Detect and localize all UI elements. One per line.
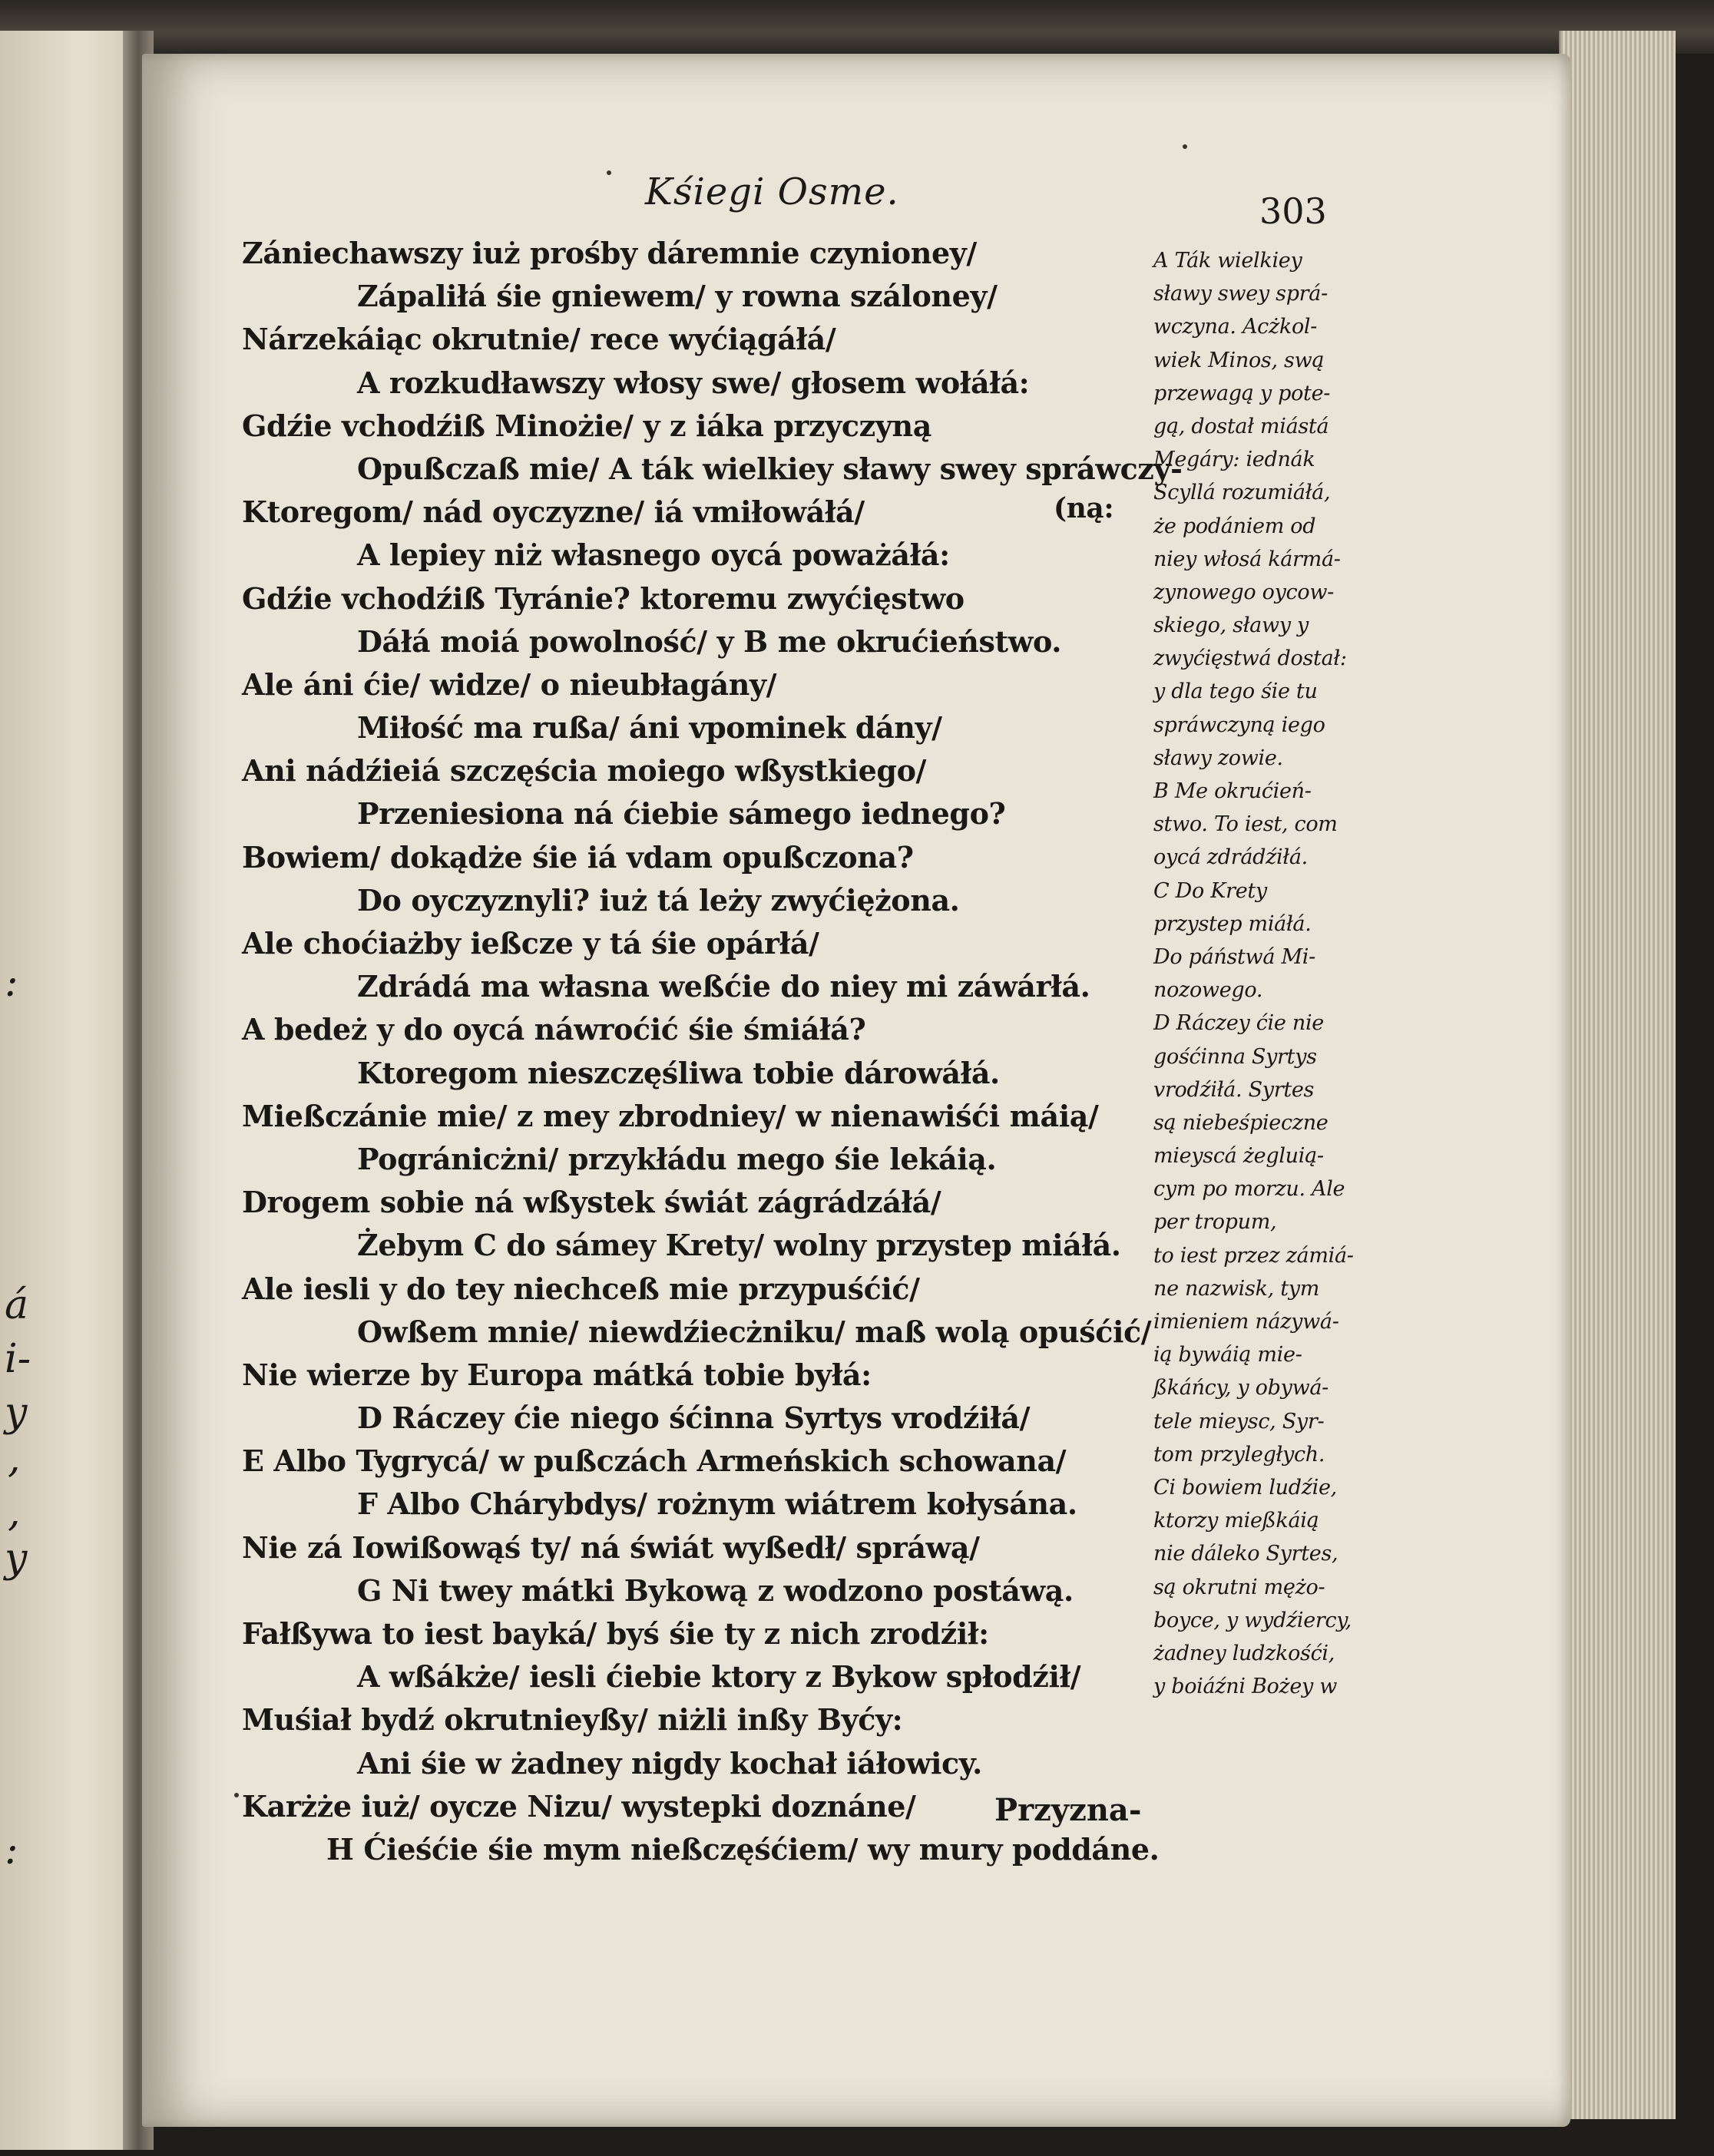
marginal-note-line: są niebeśpieczne (1153, 1110, 1329, 1135)
marginal-note-line: to iest przez zámiá- (1153, 1243, 1354, 1268)
verse-line: E Albo Tygrycá/ w pußczách Armeńskich schowana/ (242, 1443, 1067, 1479)
marginal-note-line: przystep miáłá. (1153, 911, 1312, 936)
verse-line: Zápaliłá śie gniewem/ y rowna száloney/ (357, 279, 998, 314)
marginal-note-line: A Ták wielkiey (1153, 249, 1302, 273)
ink-speck (607, 170, 611, 175)
verse-line: Zdrádá ma własna weßćie do niey mi záwárłá. (357, 969, 1090, 1004)
marginal-note-line: tom przyległych. (1153, 1442, 1325, 1467)
verse-line: Nie wierze by Europa mátká tobie byłá: (242, 1357, 872, 1392)
marginal-note-line: Scyllá rozumiáłá, (1153, 481, 1331, 505)
marginal-note-line: ktorzy mießkáią (1153, 1509, 1319, 1533)
book-top-edge (0, 0, 1714, 54)
left-page-fragment: , (8, 1436, 21, 1482)
marginal-note-line: skiego, sławy y (1153, 613, 1309, 638)
verse-line: Nárzekáiąc okrutnie/ rece wyćiągáłá/ (242, 322, 836, 357)
catchword: Przyzna- (994, 1792, 1142, 1828)
left-page-fragment: : (5, 960, 18, 1006)
verse-line: Miłość ma rußa/ áni vpominek dány/ (357, 710, 942, 746)
marginal-note-line: Do páństwá Mi- (1153, 944, 1315, 969)
verse-line: G Ni twey mátki Bykową z wodzono postáwą. (357, 1572, 1074, 1608)
verse-line: Pogránicżni/ przykłádu mego śie lekáią. (357, 1141, 997, 1176)
marginal-note-line: tele mieysc, Syr- (1153, 1409, 1325, 1433)
ink-speck (1183, 144, 1187, 149)
left-page (0, 31, 138, 2150)
marginal-note-line: per tropum, (1153, 1210, 1277, 1235)
verse-line: Nie zá Iowißowąś ty/ ná świát wyßedł/ spráwą/ (242, 1529, 980, 1565)
verse-line: Ani nádźieiá szczęścia moiego wßystkiego/ (242, 753, 927, 789)
marginal-note-line: że podániem od (1153, 514, 1316, 538)
marginal-note-line: y dla tego śie tu (1153, 680, 1318, 704)
left-page-fragment: i- (5, 1336, 31, 1382)
marginal-note-line: C Do Krety (1153, 878, 1267, 903)
verse-line: Zániechawszy iuż prośby dáremnie czynioney/ (242, 236, 977, 270)
verse-line: Żebym C do sámey Krety/ wolny przystep miáłá. (357, 1228, 1121, 1263)
marginal-note-line: imieniem názywá- (1153, 1310, 1339, 1334)
verse-line: Fałßywa to iest bayká/ byś śie ty z nich zrodźił: (242, 1616, 989, 1651)
marginal-note-line: spráwczyną iego (1153, 713, 1325, 737)
verse-line: A lepiey niż własnego oycá poważáłá: (357, 537, 950, 573)
ink-speck (234, 1793, 239, 1797)
left-page-fragment: y (5, 1390, 28, 1436)
marginal-note-line: nie dáleko Syrtes, (1153, 1542, 1338, 1566)
verse-line: Ale iesli y do tey niechceß mie przypuśćić/ (242, 1271, 920, 1306)
verse-line: D Ráczey ćie niego śćinna Syrtys vrodźiłá/ (357, 1400, 1031, 1436)
verse-line: Bowiem/ dokądże śie iá vdam opußczona? (242, 839, 914, 875)
marginal-note-line: nozowego. (1153, 978, 1263, 1003)
marginal-note-line: D Ráczey ćie nie (1153, 1011, 1324, 1036)
marginal-note-line: y boiáźni Bożey w (1153, 1675, 1338, 1699)
marginal-note-line: sławy swey sprá- (1153, 282, 1328, 306)
verse-line: H Ćieśćie śie mym nießczęśćiem/ wy mury poddáne. (326, 1831, 1160, 1867)
running-head: Kśiegi Osme. (645, 170, 899, 213)
marginal-note-line: żadney ludzkośći, (1153, 1641, 1335, 1665)
marginal-note-line: wczyna. Acżkol- (1153, 315, 1318, 339)
marginal-note-line: Megáry: iednák (1153, 448, 1315, 472)
left-page-fragment: y (5, 1536, 28, 1582)
marginal-note-line: B Me okrućień- (1153, 779, 1312, 803)
verse-line: Ale áni ćie/ widze/ o nieubłagány/ (242, 666, 777, 702)
marginal-note-line: ią bywáią mie- (1153, 1343, 1302, 1367)
left-page-fragment: á (5, 1282, 29, 1328)
verse-line: A bedeż y do oycá náwroćić śie śmiáłá? (242, 1012, 866, 1047)
verse-line: Drogem sobie ná wßystek świát zágrádzáłá/ (242, 1185, 941, 1220)
verse-block (242, 232, 1183, 1871)
left-page-fragment: : (5, 1827, 18, 1873)
verse-line: Przeniesiona ná ćiebie sámego iednego? (357, 796, 1006, 832)
page-number: 303 (1259, 190, 1327, 232)
marginal-notes (1153, 244, 1384, 1703)
left-page-fragment: , (8, 1490, 21, 1536)
marginal-note-line: vrodźiłá. Syrtes (1153, 1077, 1315, 1102)
marginal-note-line: przewagą y pote- (1153, 381, 1331, 405)
marginal-note-line: niey włosá kármá- (1153, 547, 1341, 571)
marginal-note-line: wiek Minos, swą (1153, 348, 1325, 372)
verse-line: Ani śie w żadney nigdy kochał iáłowicy. (357, 1745, 982, 1781)
marginal-note-line: gośćinna Syrtys (1153, 1044, 1317, 1069)
verse-line: Opußczaß mie/ A ták wielkiey sławy swey spráwczy- (357, 451, 1183, 486)
marginal-note-line: cym po morzu. Ale (1153, 1177, 1345, 1202)
marginal-note-line: stwo. To iest, com (1153, 812, 1338, 837)
verse-line: Ktoregom nieszczęśliwa tobie dárowáłá. (357, 1055, 1000, 1090)
overflow-fragment: (ną: (1054, 492, 1114, 524)
marginal-note-line: oycá zdrádźiłá. (1153, 845, 1308, 870)
marginal-note-line: Ci bowiem ludźie, (1153, 1475, 1337, 1500)
verse-line: Ktoregom/ nád oyczyzne/ iá vmiłowáłá/ (242, 494, 865, 530)
verse-line: Do oyczyznyli? iuż tá leży zwyćiężona. (357, 882, 960, 918)
verse-line: Dáłá moiá powolność/ y B me okrućieństwo. (357, 623, 1062, 659)
marginal-note-line: są okrutni mężo- (1153, 1575, 1325, 1599)
marginal-note-line: ßkáńcy, y obywá- (1153, 1376, 1329, 1400)
verse-line: Gdźie vchodźiß Minożie/ y z iáka przyczyną (242, 408, 931, 443)
verse-line: Mießczánie mie/ z mey zbrodniey/ w nienawiśći máią/ (242, 1098, 1099, 1133)
verse-line: A rozkudławszy włosy swe/ głosem wołáłá: (357, 365, 1030, 400)
marginal-note-line: sławy zowie. (1153, 746, 1283, 770)
page-edges (1559, 31, 1676, 2119)
verse-line: Muśiał bydź okrutnieyßy/ niżli inßy Byćy: (242, 1702, 903, 1738)
marginal-note-line: zwyćięstwá dostał: (1153, 646, 1347, 671)
verse-line: Ale choćiażby ießcze y tá śie opárłá/ (242, 926, 819, 961)
marginal-note-line: boyce, y wydźiercy, (1153, 1608, 1352, 1632)
marginal-note-line: mieyscá żegluią- (1153, 1144, 1324, 1169)
verse-line: F Albo Chárybdys/ rożnym wiátrem kołysána. (357, 1486, 1077, 1522)
verse-line: Gdźie vchodźiß Tyránie? ktoremu zwyćięstwo (242, 580, 965, 616)
marginal-note-line: gą, dostał miástá (1153, 414, 1329, 438)
verse-line: Karżże iuż/ oycze Nizu/ wystepki doznáne/ (242, 1788, 916, 1824)
marginal-note-line: ne nazwisk, tym (1153, 1276, 1319, 1301)
verse-line: A wßákże/ iesli ćiebie ktory z Bykow spłodźił/ (357, 1659, 1081, 1695)
verse-line: Owßem mnie/ niewdźiecżniku/ maß wolą opuśćić/ (357, 1314, 1152, 1349)
marginal-note-line: zynowego oycow- (1153, 580, 1334, 604)
